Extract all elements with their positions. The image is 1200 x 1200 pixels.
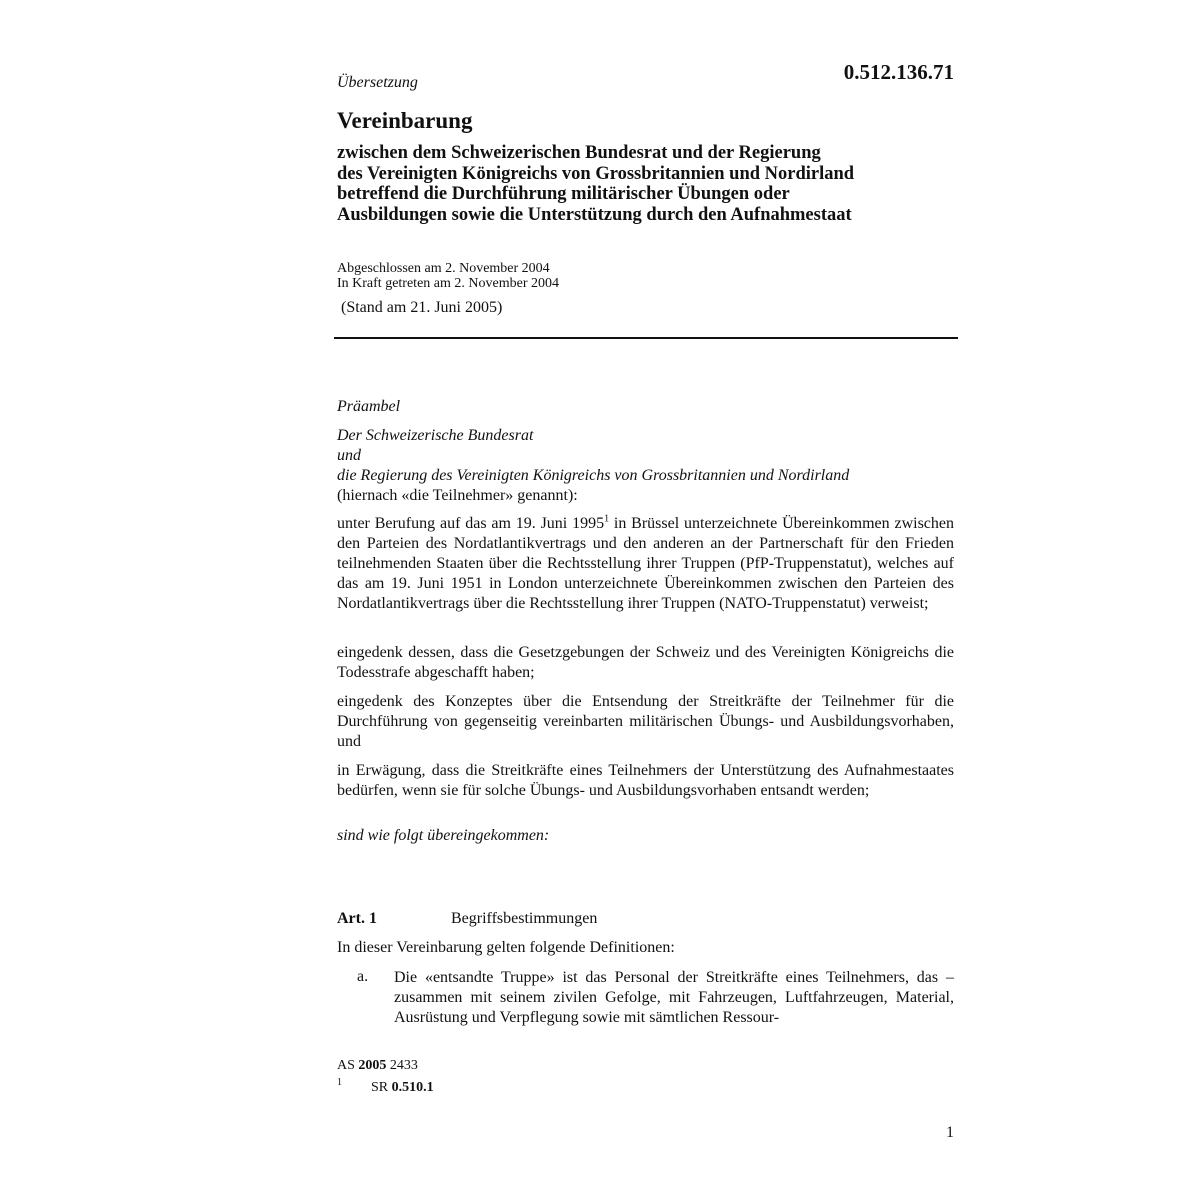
- article-title: Begriffsbestimmungen: [451, 910, 598, 927]
- as-page: 2433: [386, 1058, 418, 1073]
- as-prefix: AS: [337, 1058, 359, 1073]
- footnote-mark: 1: [337, 1077, 342, 1088]
- subtitle-line: Ausbildungen sowie die Unterstützung durch den Aufnahmestaat: [337, 204, 852, 225]
- definitions-intro: In dieser Vereinbarung gelten folgende Definitionen:: [337, 939, 675, 956]
- official-collection-reference: [337, 1058, 418, 1074]
- in-force-date: In Kraft getreten am 2. November 2004: [337, 276, 559, 291]
- subtitle-line: zwischen dem Schweizerischen Bundesrat und der Regierung: [337, 143, 821, 163]
- translation-note: Übersetzung: [337, 74, 418, 91]
- preamble-paragraph-2: eingedenk dessen, dass die Gesetzgebungen der Schweiz und des Vereinigten Königreichs die Todesstrafe abgeschafft haben;: [337, 644, 954, 681]
- paragraph-text: in Brüssel unterzeichnete Übereinkommen zwischen den Parteien des Nordatlantikvertrags und den anderen an der Partnerschaft für den Frieden teilnehmenden Staaten über die Rechtsstellung ihrer Truppen (PfP-Truppenstatut), welches auf das am 19. Juni 1951 in London unterzeichnete Übereinkommen zwischen den Parteien des Nordatlantikvertrags über die Rechtsstellung ihrer Truppen (NATO-Truppenstatut) verweist;: [337, 515, 954, 612]
- document-title: Vereinbarung: [337, 108, 473, 133]
- list-item-letter: a.: [357, 968, 369, 985]
- status-date: (Stand am 21. Juni 2005): [341, 299, 503, 316]
- preamble-paragraph-1: [337, 514, 954, 614]
- page-number: 1: [946, 1124, 954, 1141]
- divider-rule: [334, 337, 958, 339]
- list-item-text: Die «entsandte Truppe» ist das Personal der Streitkräfte eines Teilnehmers, das – zusammen mit seinem zivilen Gefolge, mit Fahrzeugen, Luftfahrzeugen, Material, Ausrüstung und Verpflegung sowie mit sämtlichen Ressour-: [394, 969, 954, 1026]
- footnote-prefix: SR: [371, 1080, 392, 1095]
- parties-naming: (hiernach «die Teilnehmer» genannt):: [337, 487, 578, 504]
- concluded-date: Abgeschlossen am 2. November 2004: [337, 261, 550, 276]
- footnote-sr-reference: 0.510.1: [391, 1080, 434, 1095]
- footnote-text: [371, 1080, 434, 1096]
- dates-block: [337, 261, 559, 291]
- as-year: 2005: [358, 1058, 387, 1073]
- preamble-heading: Präambel: [337, 398, 401, 415]
- subtitle-line: des Vereinigten Königreichs von Grossbritannien und Nordirland: [337, 163, 855, 184]
- parties-block: [337, 426, 954, 506]
- sr-number: 0.512.136.71: [843, 60, 954, 84]
- paragraph-text: unter Berufung auf das am 19. Juni 1995: [337, 515, 605, 532]
- agreement-clause: sind wie folgt übereingekommen:: [337, 827, 550, 844]
- subtitle-line: betreffend die Durchführung militärischer Übungen oder: [337, 184, 790, 204]
- preamble-paragraph-3: eingedenk des Konzeptes über die Entsendung der Streitkräfte der Teilnehmer für die Durchführung von gegenseitig vereinbarten militärischen Übungs- und Ausbildungsvorhaben, und: [337, 693, 954, 750]
- document-subtitle: [337, 143, 957, 225]
- party-conjunction: und: [337, 447, 361, 464]
- party-united-kingdom: die Regierung des Vereinigten Königreichs von Grossbritannien und Nordirland: [337, 467, 850, 484]
- footnote-reference: 1: [604, 513, 610, 525]
- preamble-paragraph-4: in Erwägung, dass die Streitkräfte eines Teilnehmers der Unterstützung des Aufnahmestaates bedürfen, wenn sie für solche Übungs- und Ausbildungsvorhaben entsandt werden;: [337, 762, 954, 799]
- party-switzerland: Der Schweizerische Bundesrat: [337, 427, 534, 444]
- article-number: Art. 1: [337, 910, 377, 927]
